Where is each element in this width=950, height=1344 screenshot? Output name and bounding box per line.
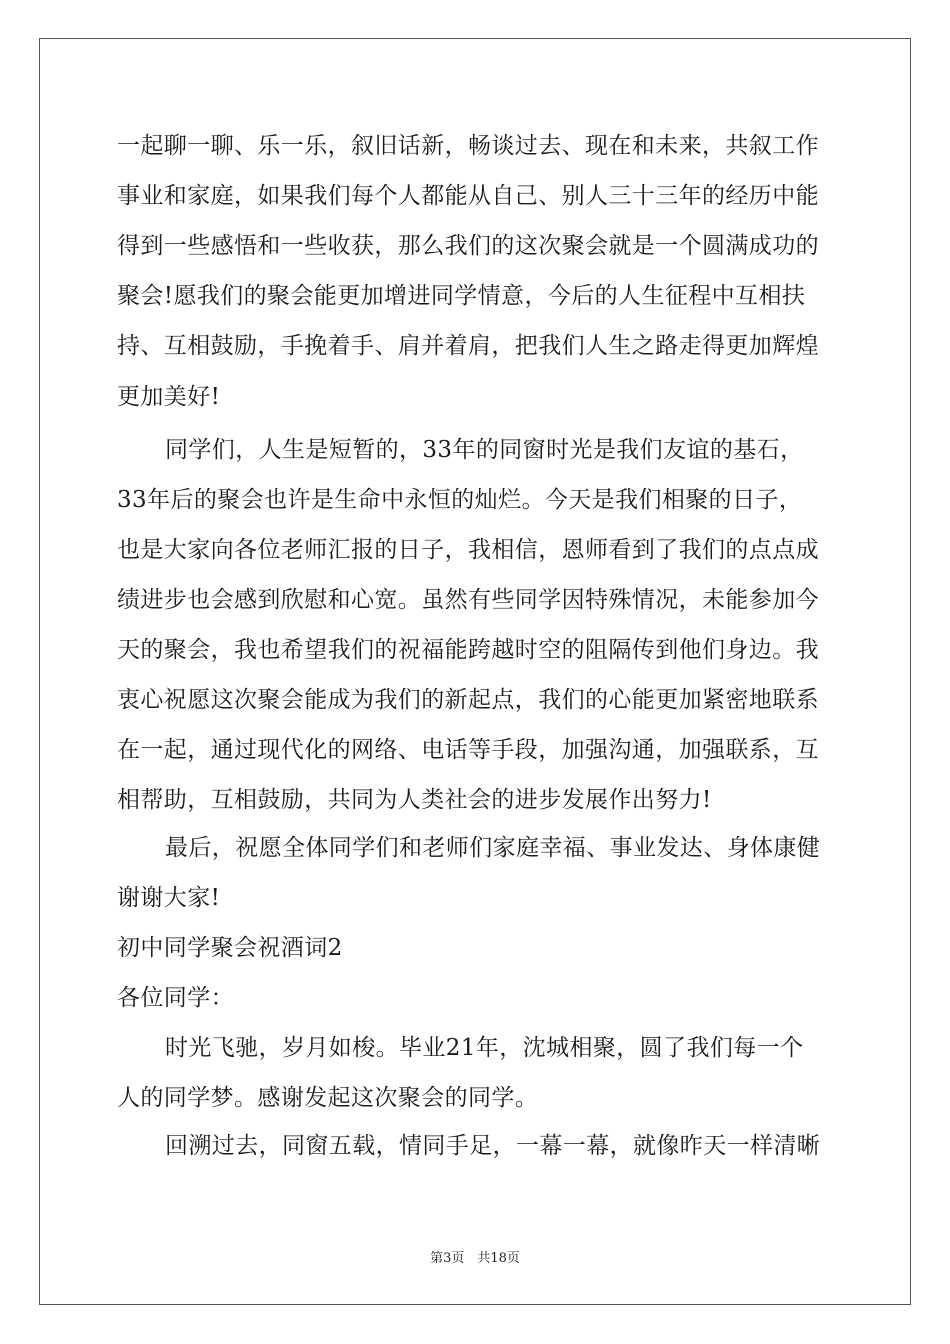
text-line: 人的同学梦。感谢发起这次聚会的同学。 (117, 1085, 539, 1111)
text-line: 33年后的聚会也许是生命中永恒的灿烂。今天是我们相聚的日子， (117, 487, 803, 513)
text-line: 相帮助，互相鼓励，共同为人类社会的进步发展作出努力! (117, 787, 712, 813)
text-line: 得到一些感悟和一些收获，那么我们的这次聚会就是一个圆满成功的 (117, 233, 819, 259)
paragraph-start-line: 最后，祝愿全体同学们和老师们家庭幸福、事业发达、身体康健 (165, 835, 821, 861)
text-line: 聚会!愿我们的聚会能更加增进同学情意，今后的人生征程中互相扶 (117, 283, 806, 309)
text-line: 天的聚会，我也希望我们的祝福能跨越时空的阻隔传到他们身边。我 (117, 637, 819, 663)
text-line: 衷心祝愿这次聚会能成为我们的新起点，我们的心能更加紧密地联系 (117, 687, 819, 713)
text-line: 更加美好! (117, 384, 221, 410)
page-number-footer: 第3页 共18页 (430, 1251, 520, 1266)
text-line: 事业和家庭，如果我们每个人都能从自己、别人三十三年的经历中能 (117, 183, 819, 209)
text-line: 也是大家向各位老师汇报的日子，我相信，恩师看到了我们的点点成 (117, 537, 819, 563)
text-line: 在一起，通过现代化的网络、电话等手段，加强沟通，加强联系，互 (117, 737, 819, 763)
text-line: 持、互相鼓励，手挽着手、肩并着肩，把我们人生之路走得更加辉煌 (117, 333, 819, 359)
text-line: 谢谢大家! (117, 885, 221, 911)
text-line: 一起聊一聊、乐一乐，叙旧话新，畅谈过去、现在和未来，共叙工作 (117, 133, 819, 159)
paragraph-start-line: 回溯过去，同窗五载，情同手足，一幕一幕，就像昨天一样清晰 (165, 1133, 821, 1159)
salutation: 各位同学： (117, 985, 234, 1011)
paragraph-start-line: 时光飞驰，岁月如梭。毕业21年，沈城相聚，圆了我们每一个 (165, 1035, 804, 1061)
section-heading: 初中同学聚会祝酒词2 (117, 935, 343, 961)
paragraph-start-line: 同学们，人生是短暂的，33年的同窗时光是我们友谊的基石， (165, 437, 804, 463)
text-line: 绩进步也会感到欣慰和心宽。虽然有些同学因特殊情况，未能参加今 (117, 587, 819, 613)
